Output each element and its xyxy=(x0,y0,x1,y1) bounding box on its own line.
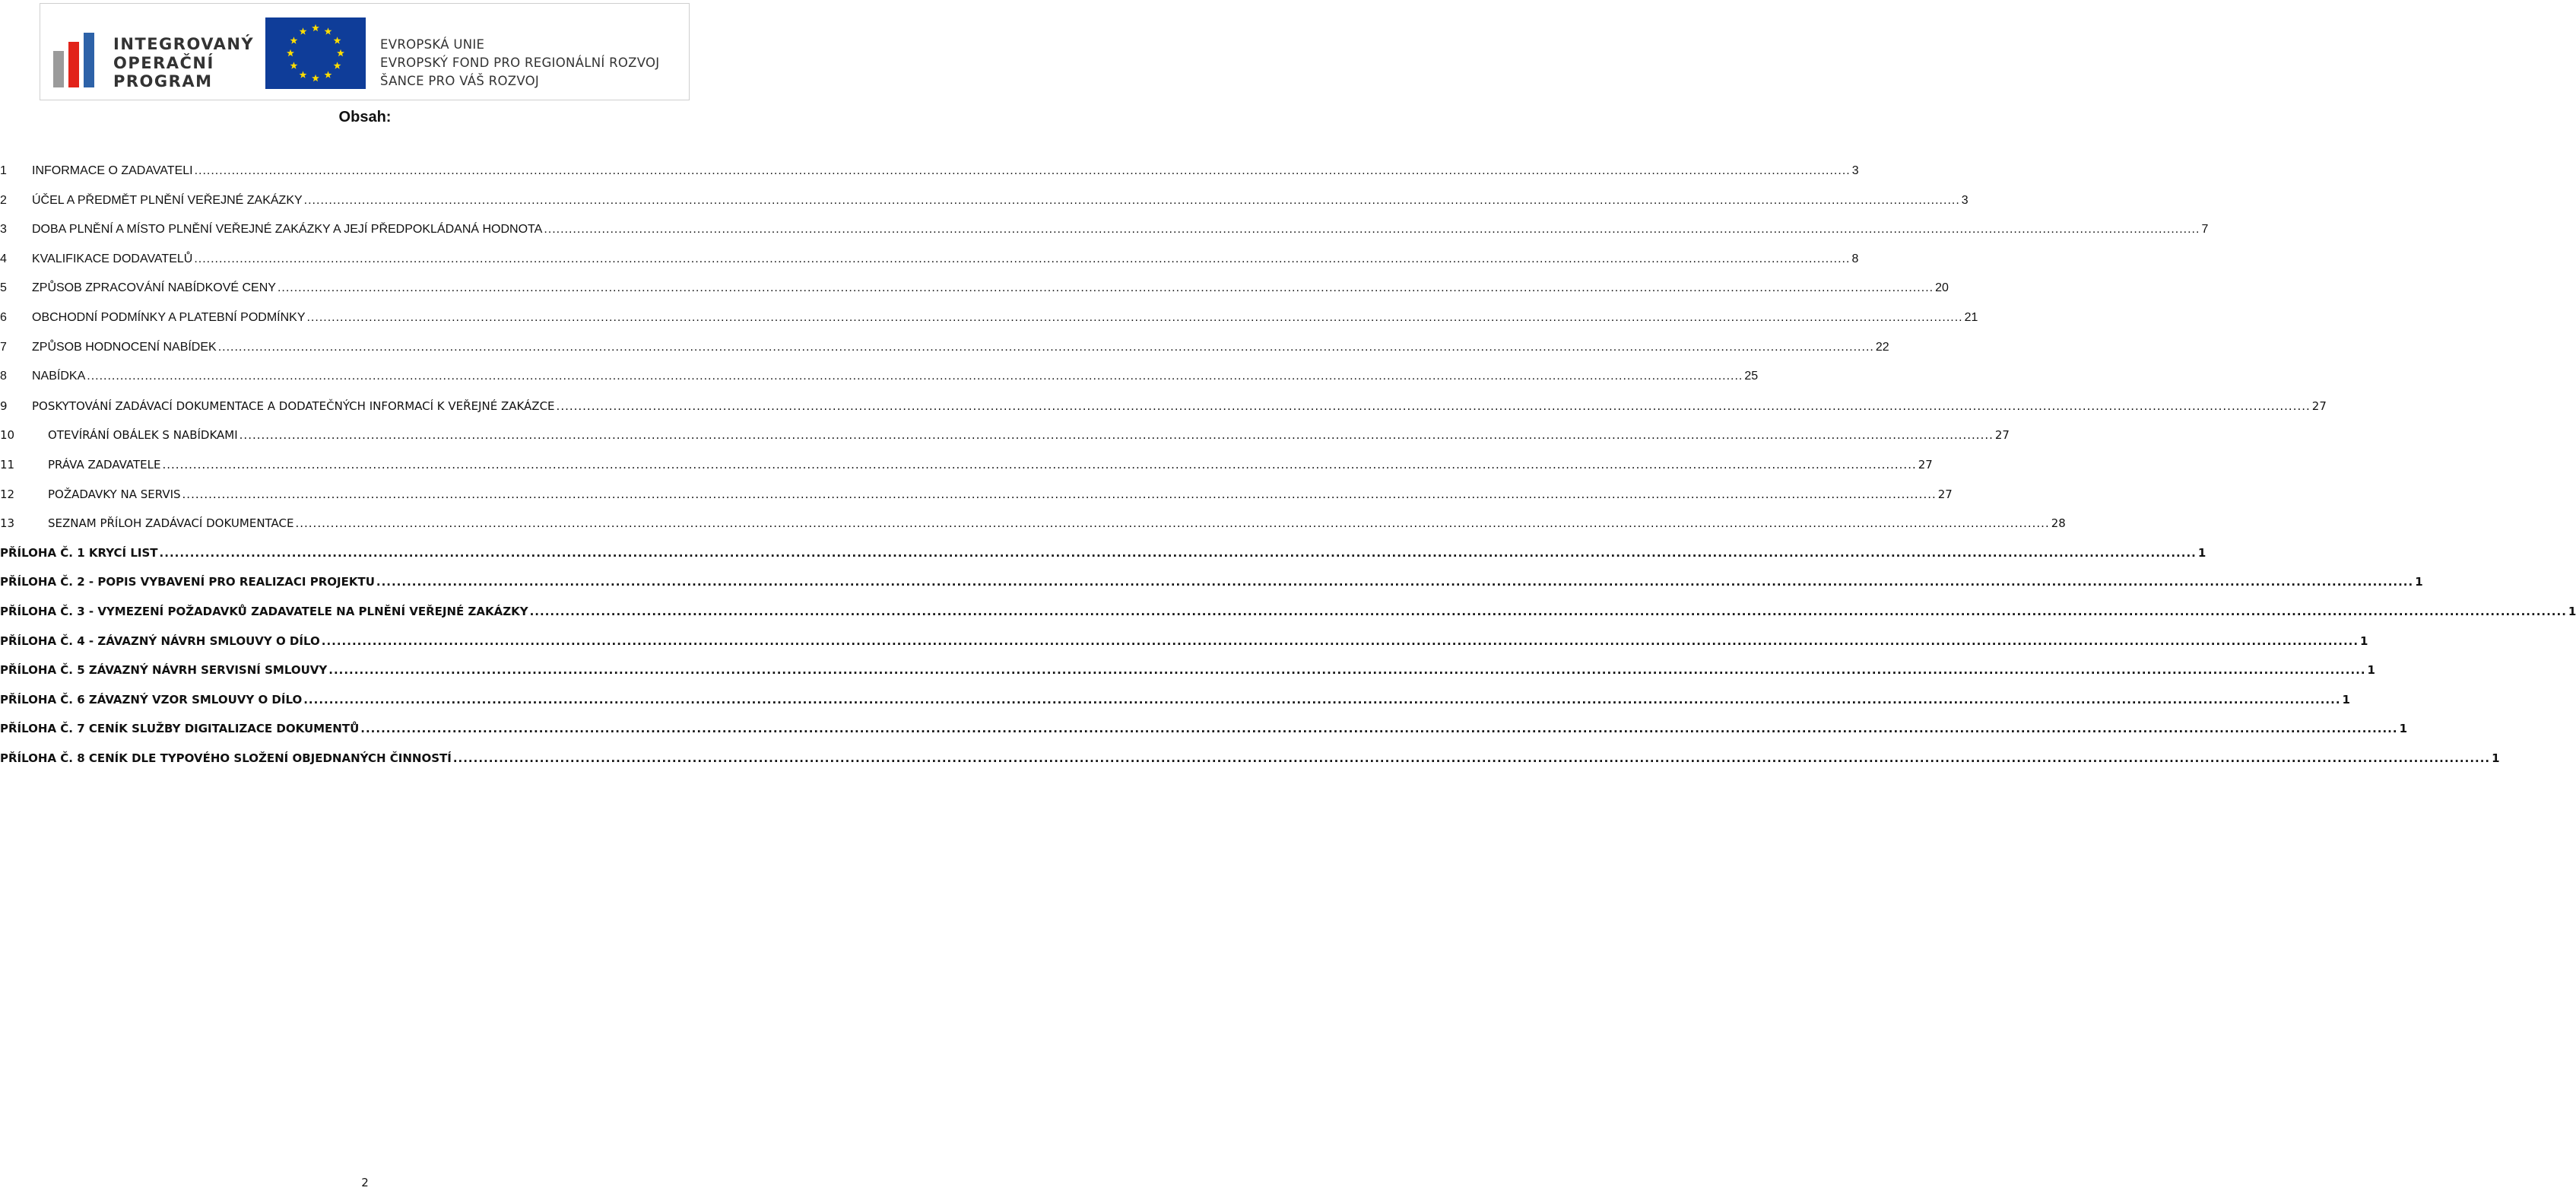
eu-star-icon xyxy=(325,27,332,34)
toc-entry-title: PŘÍLOHA Č. 3 - VYMEZENÍ POŽADAVKŮ ZADAVATELE NA PLNĚNÍ VEŘEJNÉ ZAKÁZKY xyxy=(0,605,528,618)
toc-entry-page: 1 xyxy=(2492,751,2500,765)
toc-entry[interactable] xyxy=(0,722,2408,741)
toc-entry-title: ÚČEL A PŘEDMĚT PLNĚNÍ VEŘEJNÉ ZAKÁZKY xyxy=(32,193,303,207)
toc-entry-page: 1 xyxy=(2568,605,2576,618)
toc-dot-leader: ................................................................................................................................................................................................................................................................................................................................................................................................................ xyxy=(295,516,2050,531)
toc-dot-leader: ................................................................................................................................................................................................................................................................................................................................................................................................................ xyxy=(277,281,1934,295)
toc-dot-leader: ................................................................................................................................................................................................................................................................................................................................................................................................................ xyxy=(452,751,2491,765)
toc-entry-page: 3 xyxy=(1961,193,1968,207)
toc-dot-leader: ................................................................................................................................................................................................................................................................................................................................................................................................................ xyxy=(239,428,1994,443)
toc-entry-title: OBCHODNÍ PODMÍNKY A PLATEBNÍ PODMÍNKY xyxy=(32,311,306,324)
toc-entry-page: 1 xyxy=(2360,634,2368,648)
toc-entry-number: 9 xyxy=(0,399,8,413)
toc-dot-leader: ................................................................................................................................................................................................................................................................................................................................................................................................................ xyxy=(376,575,2414,589)
toc-entry[interactable] xyxy=(0,340,1889,360)
toc-dot-leader: ................................................................................................................................................................................................................................................................................................................................................................................................................ xyxy=(217,340,1874,354)
toc-dot-leader: ................................................................................................................................................................................................................................................................................................................................................................................................................ xyxy=(194,252,1851,265)
toc-entry-title: DOBA PLNĚNÍ A MÍSTO PLNĚNÍ VEŘEJNÉ ZAKÁZKY A JEJÍ PŘEDPOKLÁDANÁ HODNOTA xyxy=(32,223,543,237)
toc-entry-title: PŘÍLOHA Č. 8 CENÍK DLE TYPOVÉHO SLOŽENÍ OBJEDNANÝCH ČINNOSTÍ xyxy=(0,751,452,765)
toc-dot-leader: ................................................................................................................................................................................................................................................................................................................................................................................................................ xyxy=(303,692,2341,707)
eu-star-icon xyxy=(337,49,344,56)
iop-logo-bars-icon xyxy=(53,33,96,87)
toc-dot-leader: ................................................................................................................................................................................................................................................................................................................................................................................................................ xyxy=(321,634,2359,648)
toc-entry-number: 6 xyxy=(0,311,7,324)
toc-entry[interactable] xyxy=(0,252,1859,272)
eu-star-icon xyxy=(300,71,307,78)
toc-entry-title: POŽADAVKY NA SERVIS xyxy=(48,487,181,501)
toc-entry-page: 25 xyxy=(1744,370,1759,383)
toc-entry[interactable] xyxy=(0,223,2209,243)
toc-entry-number: 11 xyxy=(0,458,15,472)
toc-entry[interactable] xyxy=(0,311,1978,331)
toc-dot-leader: ................................................................................................................................................................................................................................................................................................................................................................................................................ xyxy=(159,545,2197,560)
toc-entry-page: 22 xyxy=(1875,340,1889,354)
toc-entry-number: 12 xyxy=(0,487,15,501)
toc-entry-page: 20 xyxy=(1935,281,1949,295)
eu-star-icon xyxy=(334,62,341,68)
toc-entry-page: 21 xyxy=(1964,311,1978,324)
toc-entry[interactable] xyxy=(0,663,2375,683)
toc-entry-page: 8 xyxy=(1851,252,1859,265)
toc-entry-title: INFORMACE O ZADAVATELI xyxy=(32,164,193,177)
eu-star-icon xyxy=(312,75,319,81)
toc-entry[interactable] xyxy=(0,370,1759,389)
eu-star-icon xyxy=(312,24,319,31)
iop-logo-line: PROGRAM xyxy=(113,72,213,91)
toc-entry[interactable] xyxy=(0,575,2423,595)
toc-entry[interactable] xyxy=(0,399,2327,419)
eu-star-icon xyxy=(290,37,297,43)
toc-entry-title: PŘÍLOHA Č. 4 - ZÁVAZNÝ NÁVRH SMLOUVY O DÍLO xyxy=(0,634,320,648)
toc-entry-page: 1 xyxy=(2342,692,2350,707)
toc-entry[interactable] xyxy=(0,692,2350,713)
toc-entry-title: PŘÍLOHA Č. 5 ZÁVAZNÝ NÁVRH SERVISNÍ SMLOUVY xyxy=(0,663,328,678)
toc-entry-title: NABÍDKA xyxy=(32,370,86,383)
eu-logo-line: EVROPSKÁ UNIE xyxy=(380,37,485,52)
toc-entry-title: ZPŮSOB HODNOCENÍ NABÍDEK xyxy=(32,340,217,354)
toc-dot-leader: ................................................................................................................................................................................................................................................................................................................................................................................................................ xyxy=(303,193,1960,207)
toc-entry-number: 13 xyxy=(0,516,15,531)
eu-star-icon xyxy=(300,27,307,34)
toc-entry-page: 3 xyxy=(1851,164,1859,177)
toc-entry[interactable] xyxy=(0,458,1933,478)
toc-dot-leader: ................................................................................................................................................................................................................................................................................................................................................................................................................ xyxy=(544,223,2200,237)
toc-entry[interactable] xyxy=(0,281,1949,301)
toc-entry-title: PŘÍLOHA Č. 2 - POPIS VYBAVENÍ PRO REALIZACI PROJEKTU xyxy=(0,575,375,589)
toc-entry-title: POSKYTOVÁNÍ ZADÁVACÍ DOKUMENTACE A DODATEČNÝCH INFORMACÍ K VEŘEJNÉ ZAKÁZCE xyxy=(32,399,555,413)
toc-dot-leader: ................................................................................................................................................................................................................................................................................................................................................................................................................ xyxy=(306,311,1963,324)
toc-dot-leader: ................................................................................................................................................................................................................................................................................................................................................................................................................ xyxy=(328,663,2366,678)
toc-entry-page: 27 xyxy=(1994,428,2010,443)
toc-entry-page: 28 xyxy=(2051,516,2066,531)
toc-dot-leader: ................................................................................................................................................................................................................................................................................................................................................................................................................ xyxy=(162,458,1917,472)
toc-entry-page: 1 xyxy=(2399,722,2408,736)
toc-entry[interactable] xyxy=(0,605,2576,624)
toc-entry-number: 10 xyxy=(0,428,15,443)
toc-heading: Obsah: xyxy=(338,109,392,125)
toc-entry-number: 8 xyxy=(0,370,7,383)
toc-entry-title: KVALIFIKACE DODAVATELŮ xyxy=(32,252,193,265)
toc-dot-leader: ................................................................................................................................................................................................................................................................................................................................................................................................................ xyxy=(360,722,2398,736)
eu-flag-icon xyxy=(265,17,366,89)
toc-entry[interactable] xyxy=(0,545,2206,566)
toc-entry-title: ZPŮSOB ZPRACOVÁNÍ NABÍDKOVÉ CENY xyxy=(32,281,276,295)
toc-entry-number: 4 xyxy=(0,252,7,265)
toc-dot-leader: ................................................................................................................................................................................................................................................................................................................................................................................................................ xyxy=(194,164,1851,177)
toc-entry-page: 27 xyxy=(2311,399,2327,413)
toc-entry-title: OTEVÍRÁNÍ OBÁLEK S NABÍDKAMI xyxy=(48,428,238,443)
iop-logo-line: INTEGROVANÝ xyxy=(113,35,255,53)
toc-entry-title: PŘÍLOHA Č. 7 CENÍK SLUŽBY DIGITALIZACE DOKUMENTŮ xyxy=(0,722,360,736)
toc-entry[interactable] xyxy=(0,487,1953,507)
toc-dot-leader: ................................................................................................................................................................................................................................................................................................................................................................................................................ xyxy=(87,370,1743,383)
toc-entry-page: 27 xyxy=(1937,487,1953,501)
toc-entry-page: 27 xyxy=(1918,458,1933,472)
eu-logo-text xyxy=(380,36,659,91)
toc-entry-number: 5 xyxy=(0,281,7,295)
page-number: 2 xyxy=(361,1176,369,1189)
toc-entry-title: PRÁVA ZADAVATELE xyxy=(48,458,161,472)
toc-entry-number: 1 xyxy=(0,164,7,177)
eu-star-icon xyxy=(287,49,294,56)
eu-star-icon xyxy=(334,37,341,43)
toc-entry-title: SEZNAM PŘÍLOH ZADÁVACÍ DOKUMENTACE xyxy=(48,516,294,531)
header-logo-banner xyxy=(40,3,690,100)
toc-entry-page: 1 xyxy=(2367,663,2375,678)
toc-entry-number: 7 xyxy=(0,340,7,354)
eu-star-icon xyxy=(325,71,332,78)
eu-star-icon xyxy=(290,62,297,68)
toc-dot-leader: ................................................................................................................................................................................................................................................................................................................................................................................................................ xyxy=(182,487,1937,501)
toc-dot-leader: ................................................................................................................................................................................................................................................................................................................................................................................................................ xyxy=(529,605,2567,618)
toc-entry[interactable] xyxy=(0,193,1968,214)
toc-entry-title: PŘÍLOHA Č. 1 KRYCÍ LIST xyxy=(0,545,158,560)
toc-entry-page: 1 xyxy=(2415,575,2423,589)
toc-dot-leader: ................................................................................................................................................................................................................................................................................................................................................................................................................ xyxy=(556,399,2311,413)
toc-entry-number: 3 xyxy=(0,223,7,237)
toc-entry[interactable] xyxy=(0,428,2010,448)
toc-entry[interactable] xyxy=(0,164,1859,184)
toc-entry-title: PŘÍLOHA Č. 6 ZÁVAZNÝ VZOR SMLOUVY O DÍLO xyxy=(0,692,303,707)
iop-logo-text xyxy=(113,35,254,91)
toc-entry[interactable] xyxy=(0,516,2066,536)
eu-stars-icon xyxy=(265,17,366,89)
toc-entry[interactable] xyxy=(0,751,2500,771)
toc-entry-page: 1 xyxy=(2197,545,2206,560)
eu-logo-line: ŠANCE PRO VÁŠ ROZVOJ xyxy=(380,74,540,88)
toc-entry[interactable] xyxy=(0,634,2368,654)
eu-logo-line: EVROPSKÝ FOND PRO REGIONÁLNÍ ROZVOJ xyxy=(380,56,660,70)
toc-entry-number: 2 xyxy=(0,193,7,207)
toc-entry-page: 7 xyxy=(2201,223,2209,237)
iop-logo-line: OPERAČNÍ xyxy=(113,53,214,72)
